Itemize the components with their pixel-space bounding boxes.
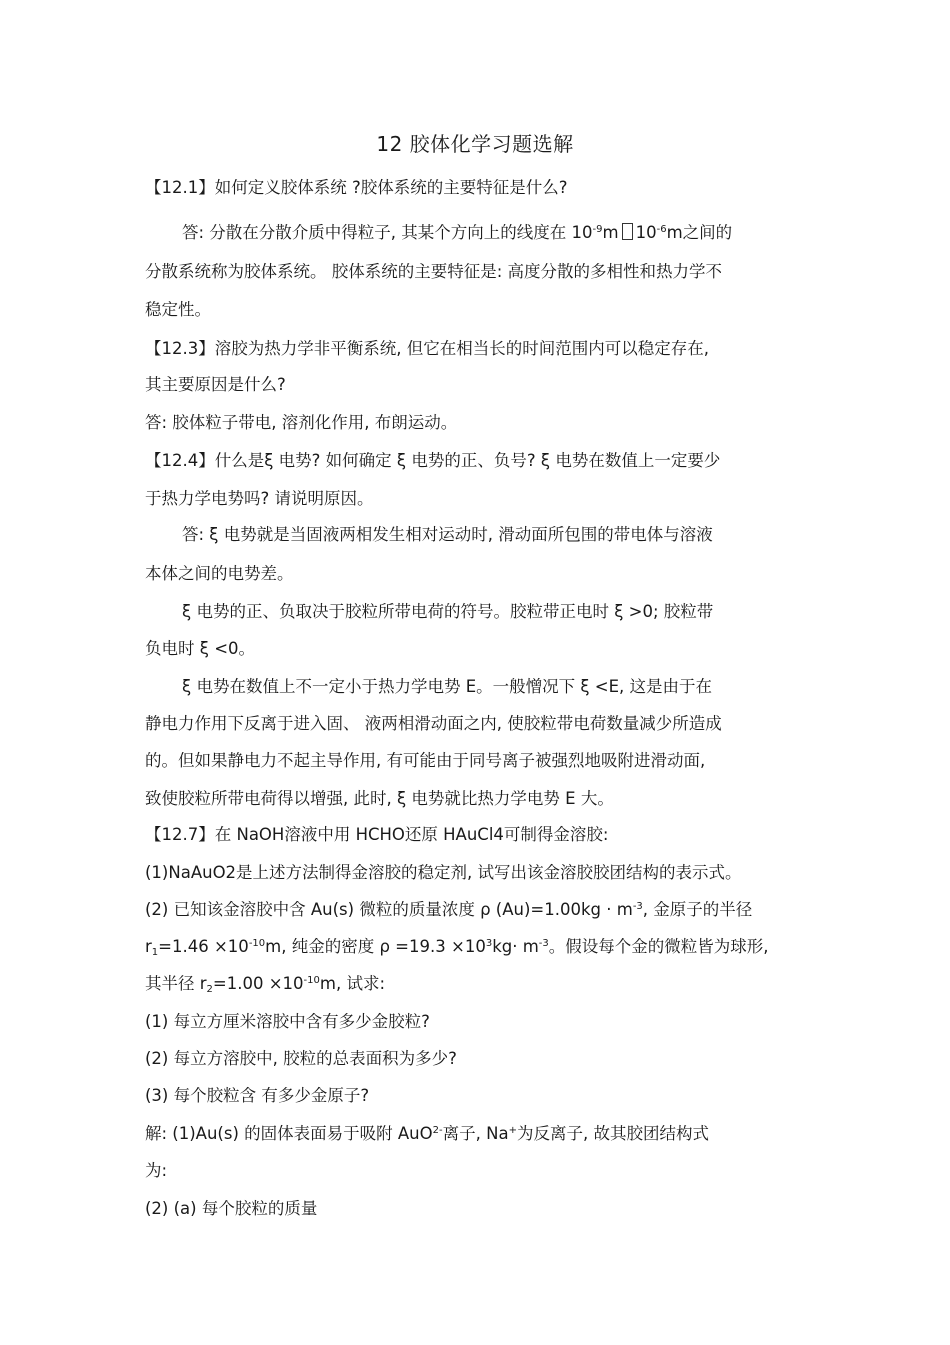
text-segment: 解: (1)Au(s) 的固体表面易于吸附 AuO — [145, 1124, 433, 1143]
question-12-3-line-1: 【12.3】溶胶为热力学非平衡系统, 但它在相当长的时间范围内可以稳定存在, — [145, 339, 709, 358]
superscript: -9 — [592, 224, 603, 235]
superscript: 3 — [485, 938, 493, 949]
answer-12-4-line-8: 致使胶粒所带电荷得以增强, 此时, ξ 电势就比热力学电势 E 大。 — [145, 789, 614, 808]
superscript: + — [508, 1125, 517, 1136]
solution-12-7-line-2: 为: — [145, 1161, 168, 1180]
question-12-7-sub-1: (1) 每立方厘米溶胶中含有多少金胶粒? — [145, 1012, 430, 1031]
page-title: 12 胶体化学习题选解 — [376, 132, 574, 156]
text-segment: m, 试求: — [319, 974, 386, 993]
solution-12-7-line-3: (2) (a) 每个胶粒的质量 — [145, 1199, 318, 1218]
answer-12-4-line-3: ξ 电势的正、负取决于胶粒所带电荷的符号。胶粒带正电时 ξ >0; 胶粒带 — [182, 602, 714, 621]
answer-12-4-line-6: 静电力作用下反离于进入固、 液两相滑动面之内, 使胶粒带电荷数量减少所造成 — [145, 714, 722, 733]
answer-12-1-line-2: 分散系统称为胶体系统。 胶体系统的主要特征是: 高度分散的多相性和热力学不 — [145, 262, 723, 281]
text-segment: =1.46 ×10 — [158, 937, 249, 956]
question-12-7-line-1: 【12.7】在 NaOH溶液中用 HCHO还原 HAuCl4可制得金溶胶: — [145, 825, 609, 844]
question-12-7-line-2: (1)NaAuO2是上述方法制得金溶胶的稳定剂, 试写出该金溶胶胶团结构的表示式。 — [145, 863, 742, 882]
text-segment: , 金原子的半径 — [642, 900, 753, 919]
answer-12-4-line-1: 答: ξ 电势就是当固液两相发生相对运动时, 滑动面所包围的带电体与溶液 — [182, 525, 713, 544]
text-segment: kg· m — [492, 937, 539, 956]
text-segment: m — [602, 223, 619, 242]
text-segment: 为反离子, 故其胶团结构式 — [516, 1124, 709, 1143]
text-segment: 。假设每个金的微粒皆为球形, — [548, 937, 769, 956]
question-12-1: 【12.1】如何定义胶体系统 ?胶体系统的主要特征是什么? — [145, 178, 568, 197]
superscript: -10 — [303, 975, 320, 986]
answer-12-3: 答: 胶体粒子带电, 溶剂化作用, 布朗运动。 — [145, 413, 458, 432]
missing-glyph-box — [622, 223, 633, 240]
question-12-7-line-5 — [145, 972, 385, 996]
superscript: -6 — [656, 224, 667, 235]
answer-12-4-line-2: 本体之间的电势差。 — [145, 564, 294, 583]
question-12-3-line-2: 其主要原因是什么? — [145, 375, 286, 394]
question-12-7-line-3 — [145, 898, 752, 922]
superscript: -3 — [632, 901, 643, 912]
question-12-7-sub-3: (3) 每个胶粒含 有多少金原子? — [145, 1086, 370, 1105]
subscript: 1 — [151, 947, 159, 958]
answer-12-1-line-3: 稳定性。 — [145, 300, 211, 319]
question-12-4-line-1: 【12.4】什么是ξ 电势? 如何确定 ξ 电势的正、负号? ξ 电势在数值上一定要少 — [145, 451, 721, 470]
text-segment: m之间的 — [666, 223, 733, 242]
superscript: 2- — [432, 1125, 443, 1136]
answer-12-4-line-4: 负电时 ξ <0。 — [145, 639, 256, 658]
subscript: 2 — [206, 984, 213, 995]
answer-12-4-line-7: 的。但如果静电力不起主导作用, 有可能由于同号离子被强烈地吸附进滑动面, — [145, 751, 706, 770]
question-12-4-line-2: 于热力学电势吗? 请说明原因。 — [145, 489, 374, 508]
superscript: -3 — [538, 938, 549, 949]
text-segment: =1.00 ×10 — [212, 974, 304, 993]
text-segment: 离子, Na — [442, 1124, 509, 1143]
question-12-7-sub-2: (2) 每立方溶胶中, 胶粒的总表面积为多少? — [145, 1049, 457, 1068]
text-segment: r — [145, 937, 152, 956]
solution-12-7-line-1 — [145, 1122, 709, 1146]
answer-12-1-line-1 — [182, 221, 732, 245]
superscript: -10 — [248, 938, 266, 949]
text-segment: 其半径 r — [145, 974, 207, 993]
text-segment: m, 纯金的密度 ρ =19.3 ×10 — [265, 937, 486, 956]
question-12-7-line-4 — [145, 935, 769, 959]
text-segment: (2) 已知该金溶胶中含 Au(s) 微粒的质量浓度 ρ (Au)=1.00kg · m — [145, 900, 633, 919]
answer-12-4-line-5: ξ 电势在数值上不一定小于热力学电势 E。一般憎况下 ξ <E, 这是由于在 — [182, 677, 713, 696]
text-segment: 10 — [635, 223, 657, 242]
text-segment: 答: 分散在分散介质中得粒子, 其某个方向上的线度在 10 — [182, 223, 593, 242]
